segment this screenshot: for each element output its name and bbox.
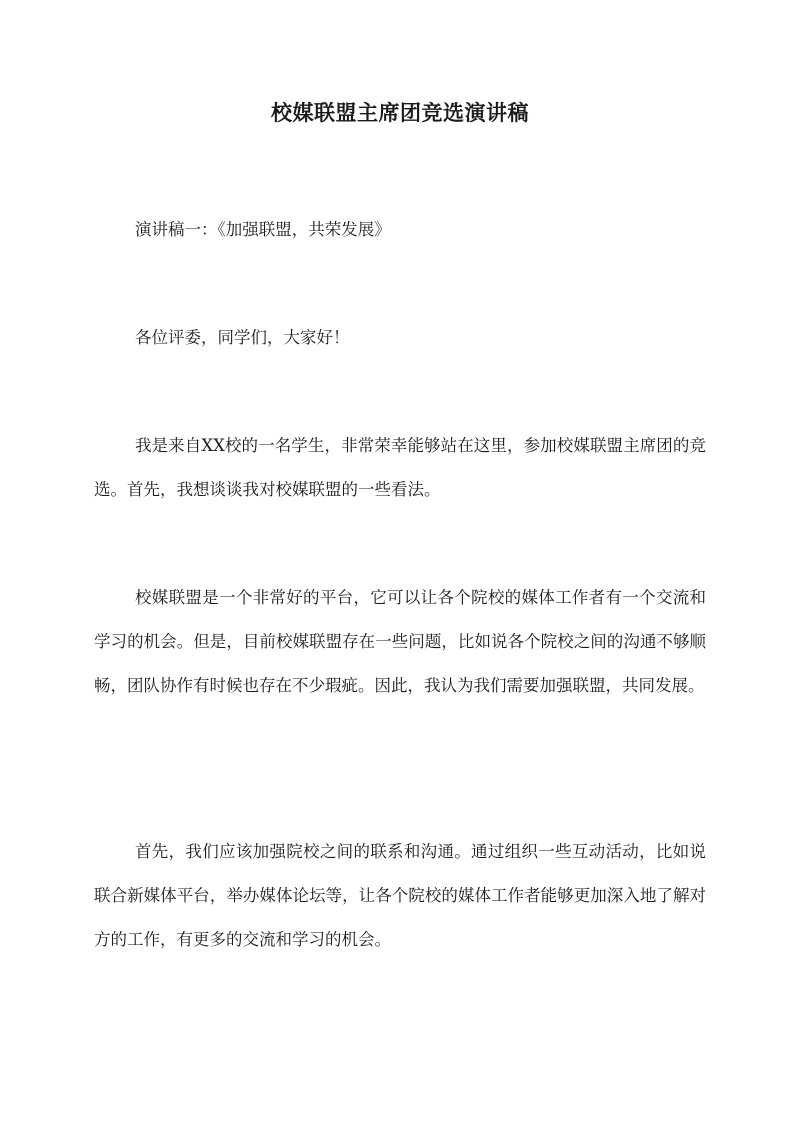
document-title: 校媒联盟主席团竞选演讲稿 [271, 100, 529, 125]
intro-paragraph: 我是来自XX校的一名学生，非常荣幸能够站在这里，参加校媒联盟主席团的竞选。首先，我想谈谈我对校媒联盟的一些看法。 [94, 436, 706, 499]
speech-subtitle: 演讲稿一：《加强联盟，共荣发展》 [135, 220, 391, 239]
first-point-paragraph: 首先，我们应该加强院校之间的联系和沟通。通过组织一些互动活动，比如说联合新媒体平台，举办媒体论坛等，让各个院校的媒体工作者能够更加深入地了解对方的工作，有更多的交流和学习的机会。 [94, 842, 706, 949]
greeting-paragraph: 各位评委，同学们，大家好！ [135, 328, 350, 347]
platform-paragraph: 校媒联盟是一个非常好的平台，它可以让各个院校的媒体工作者有一个交流和学习的机会。但是，目前校媒联盟存在一些问题，比如说各个院校之间的沟通不够顺畅，团队协作有时候也存在不少瑕疵。因此，我认为我们需要加强联盟，共同发展。 [94, 588, 706, 695]
